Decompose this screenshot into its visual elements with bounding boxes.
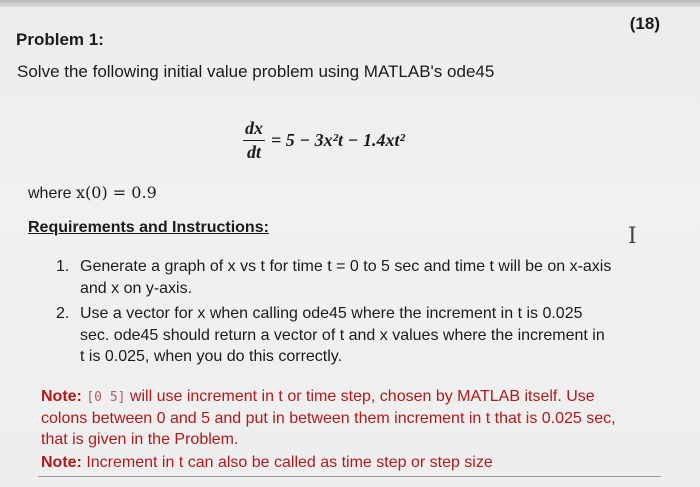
note-line-2 <box>41 454 493 472</box>
list-item-number: 2. <box>56 305 70 322</box>
text-cursor-icon: I <box>628 224 637 249</box>
note-label-2: Note: <box>41 454 82 471</box>
page-top-edge <box>0 0 700 7</box>
note-line: that is given in the Problem. <box>41 431 239 448</box>
initial-condition-prefix: where <box>28 185 77 202</box>
note-text-2: Increment in t can also be called as time step or step size <box>81 454 493 471</box>
equation-rhs: = 5 − 3x²t − 1.4xt² <box>271 130 405 150</box>
note-line: colons between 0 and 5 and put in between them increment in t that is 0.025 sec, <box>41 410 616 427</box>
list-item-line: Use a vector for x when calling ode45 where the increment in t is 0.025 <box>80 305 583 322</box>
note-text: will use increment in t or time step, chosen by MATLAB itself. Use <box>125 388 595 405</box>
note-underline <box>38 476 661 477</box>
list-item-line: sec. ode45 should return a vector of t and x values where the increment in <box>80 326 605 344</box>
initial-condition-expr: x(0) = 0.9 <box>76 183 157 202</box>
problem-intro: Solve the following initial value problem using MATLAB's ode45 <box>17 62 495 81</box>
fraction-numerator: dx <box>243 118 265 141</box>
derivative-fraction <box>243 118 265 163</box>
list-item-line: t is 0.025, when you do this correctly. <box>80 348 343 365</box>
points-label: (18) <box>629 14 660 33</box>
initial-condition <box>28 183 157 203</box>
list-item <box>80 256 611 299</box>
note-line <box>41 386 616 408</box>
list-item-line: and x on y-axis. <box>80 279 193 297</box>
list-item-number: 1. <box>56 258 70 275</box>
list-item-line: Generate a graph of x vs t for time t = 0 to 5 sec and time t will be on x-axis <box>80 258 612 275</box>
requirements-heading: Requirements and Instructions: <box>28 219 269 236</box>
fraction-denominator: dt <box>246 142 261 162</box>
differential-equation <box>243 118 405 163</box>
note-label: Note: <box>41 388 82 405</box>
problem-title: Problem 1: <box>16 30 104 49</box>
list-item <box>80 303 605 368</box>
note-block <box>41 386 616 450</box>
time-span-code: [0 5] <box>86 390 126 405</box>
